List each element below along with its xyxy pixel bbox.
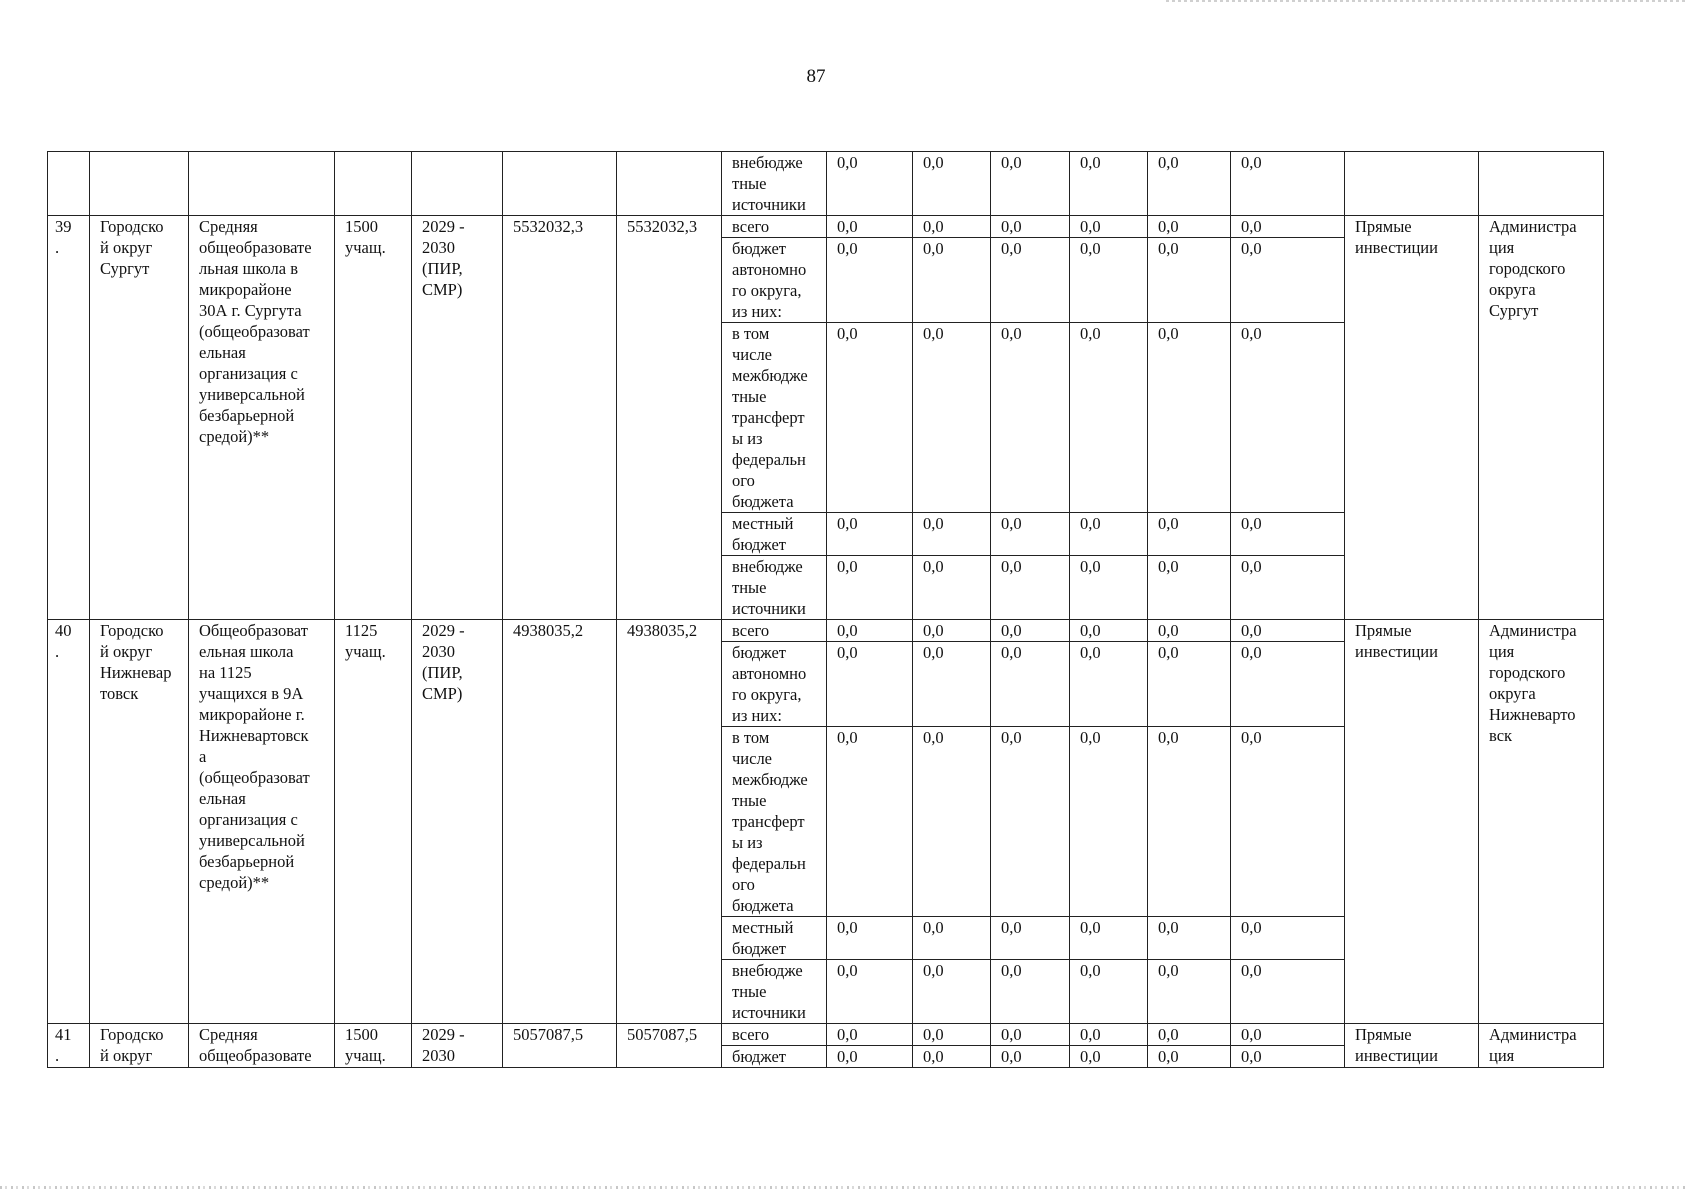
capacity: 1500 учащ. [335,1024,412,1068]
value-cell: 0,0 [1070,513,1148,556]
value-cell: 0,0 [1070,917,1148,960]
value-cell: 0,0 [827,1046,913,1068]
municipality: Городско й округ [90,1024,189,1068]
value-cell: 0,0 [991,513,1070,556]
cost-remaining: 5057087,5 [617,1024,722,1068]
customer: Администра ция [1479,1024,1604,1068]
source-label: всего [722,620,827,642]
value-cell: 0,0 [913,1024,991,1046]
value-cell: 0,0 [991,620,1070,642]
empty-cell [1479,152,1604,216]
empty-cell [48,152,90,216]
source-row [48,216,1604,238]
value-cell: 0,0 [1231,556,1345,620]
value-cell: 0,0 [1070,960,1148,1024]
source-label: местный бюджет [722,513,827,556]
empty-cell [503,152,617,216]
value-cell: 0,0 [827,513,913,556]
project-name: Общеобразоват ельная школа на 1125 учащихся в 9А микрорайоне г. Нижневартовск а (общеобразоват ельная организация с универсальной безбарьерной средой)** [189,620,335,1024]
source-label: бюджет автономно го округа, из них: [722,642,827,727]
municipality: Городско й округ Нижневар товск [90,620,189,1024]
value-cell: 0,0 [991,642,1070,727]
value-cell: 0,0 [1070,727,1148,917]
source-label: внебюдже тные источники [722,960,827,1024]
value-cell: 0,0 [1070,152,1148,216]
scan-artifact-bottom [0,1186,1686,1189]
value-cell: 0,0 [827,917,913,960]
value-cell: 0,0 [1231,1046,1345,1068]
empty-cell [90,152,189,216]
value-cell: 0,0 [827,642,913,727]
value-cell: 0,0 [1148,556,1231,620]
period: 2029 - 2030 [412,1024,503,1068]
period: 2029 - 2030 (ПИР, СМР) [412,620,503,1024]
value-cell: 0,0 [1231,642,1345,727]
value-cell: 0,0 [1231,917,1345,960]
project-name: Средняя общеобразовате льная школа в микрорайоне 30А г. Сургута (общеобразоват ельная организация с универсальной безбарьерной средой)** [189,216,335,620]
value-cell: 0,0 [1148,238,1231,323]
value-cell: 0,0 [827,152,913,216]
value-cell: 0,0 [827,323,913,513]
value-cell: 0,0 [1070,323,1148,513]
empty-cell [189,152,335,216]
investment-projects-table [47,151,1604,1068]
value-cell: 0,0 [913,216,991,238]
value-cell: 0,0 [827,556,913,620]
value-cell: 0,0 [1148,620,1231,642]
value-cell: 0,0 [913,642,991,727]
value-cell: 0,0 [991,216,1070,238]
value-cell: 0,0 [1148,1024,1231,1046]
funding-type: Прямые инвестиции [1345,216,1479,620]
value-cell: 0,0 [827,238,913,323]
value-cell: 0,0 [991,556,1070,620]
value-cell: 0,0 [913,152,991,216]
cost-remaining: 4938035,2 [617,620,722,1024]
source-label: внебюдже тные источники [722,152,827,216]
value-cell: 0,0 [827,727,913,917]
value-cell: 0,0 [1148,152,1231,216]
customer: Администра ция городского округа Сургут [1479,216,1604,620]
value-cell: 0,0 [991,727,1070,917]
empty-cell [412,152,503,216]
value-cell: 0,0 [1148,642,1231,727]
row-number: 41 . [48,1024,90,1068]
source-label: местный бюджет [722,917,827,960]
cost-remaining: 5532032,3 [617,216,722,620]
value-cell: 0,0 [913,917,991,960]
source-label: в том числе межбюдже тные трансферт ы из федеральн ого бюджета [722,323,827,513]
value-cell: 0,0 [913,620,991,642]
value-cell: 0,0 [1231,1024,1345,1046]
value-cell: 0,0 [827,960,913,1024]
value-cell: 0,0 [913,1046,991,1068]
value-cell: 0,0 [1148,1046,1231,1068]
value-cell: 0,0 [1231,513,1345,556]
value-cell: 0,0 [1148,917,1231,960]
empty-cell [1345,152,1479,216]
value-cell: 0,0 [1070,556,1148,620]
page-number: 87 [806,66,826,87]
source-label: всего [722,1024,827,1046]
source-row [48,620,1604,642]
value-cell: 0,0 [913,960,991,1024]
carryover-row [48,152,1604,216]
value-cell: 0,0 [991,1046,1070,1068]
value-cell: 0,0 [913,238,991,323]
value-cell: 0,0 [913,513,991,556]
value-cell: 0,0 [913,556,991,620]
value-cell: 0,0 [827,216,913,238]
capacity: 1500 учащ. [335,216,412,620]
source-row [48,1024,1604,1046]
cost-total: 4938035,2 [503,620,617,1024]
value-cell: 0,0 [991,960,1070,1024]
value-cell: 0,0 [1070,1046,1148,1068]
source-label: внебюдже тные источники [722,556,827,620]
value-cell: 0,0 [1070,238,1148,323]
source-label: в том числе межбюдже тные трансферт ы из федеральн ого бюджета [722,727,827,917]
period: 2029 - 2030 (ПИР, СМР) [412,216,503,620]
row-number: 39 . [48,216,90,620]
value-cell: 0,0 [1148,727,1231,917]
value-cell: 0,0 [827,1024,913,1046]
value-cell: 0,0 [1231,727,1345,917]
funding-type: Прямые инвестиции [1345,1024,1479,1068]
value-cell: 0,0 [1231,238,1345,323]
value-cell: 0,0 [827,620,913,642]
value-cell: 0,0 [1231,960,1345,1024]
capacity: 1125 учащ. [335,620,412,1024]
scan-artifact-top [1166,0,1686,2]
value-cell: 0,0 [1148,216,1231,238]
customer: Администра ция городского округа Нижневарто вск [1479,620,1604,1024]
source-label: бюджет [722,1046,827,1068]
value-cell: 0,0 [1070,620,1148,642]
source-label: всего [722,216,827,238]
empty-cell [617,152,722,216]
value-cell: 0,0 [991,238,1070,323]
value-cell: 0,0 [991,323,1070,513]
value-cell: 0,0 [991,152,1070,216]
value-cell: 0,0 [1148,323,1231,513]
value-cell: 0,0 [1148,513,1231,556]
empty-cell [335,152,412,216]
value-cell: 0,0 [913,727,991,917]
cost-total: 5532032,3 [503,216,617,620]
value-cell: 0,0 [991,1024,1070,1046]
value-cell: 0,0 [1148,960,1231,1024]
project-name: Средняя общеобразовате [189,1024,335,1068]
value-cell: 0,0 [1070,1024,1148,1046]
value-cell: 0,0 [1070,642,1148,727]
value-cell: 0,0 [1231,152,1345,216]
row-number: 40 . [48,620,90,1024]
municipality: Городско й округ Сургут [90,216,189,620]
cost-total: 5057087,5 [503,1024,617,1068]
value-cell: 0,0 [1231,323,1345,513]
source-label: бюджет автономно го округа, из них: [722,238,827,323]
funding-type: Прямые инвестиции [1345,620,1479,1024]
value-cell: 0,0 [991,917,1070,960]
value-cell: 0,0 [1070,216,1148,238]
value-cell: 0,0 [913,323,991,513]
value-cell: 0,0 [1231,620,1345,642]
value-cell: 0,0 [1231,216,1345,238]
table-body [48,152,1604,1068]
